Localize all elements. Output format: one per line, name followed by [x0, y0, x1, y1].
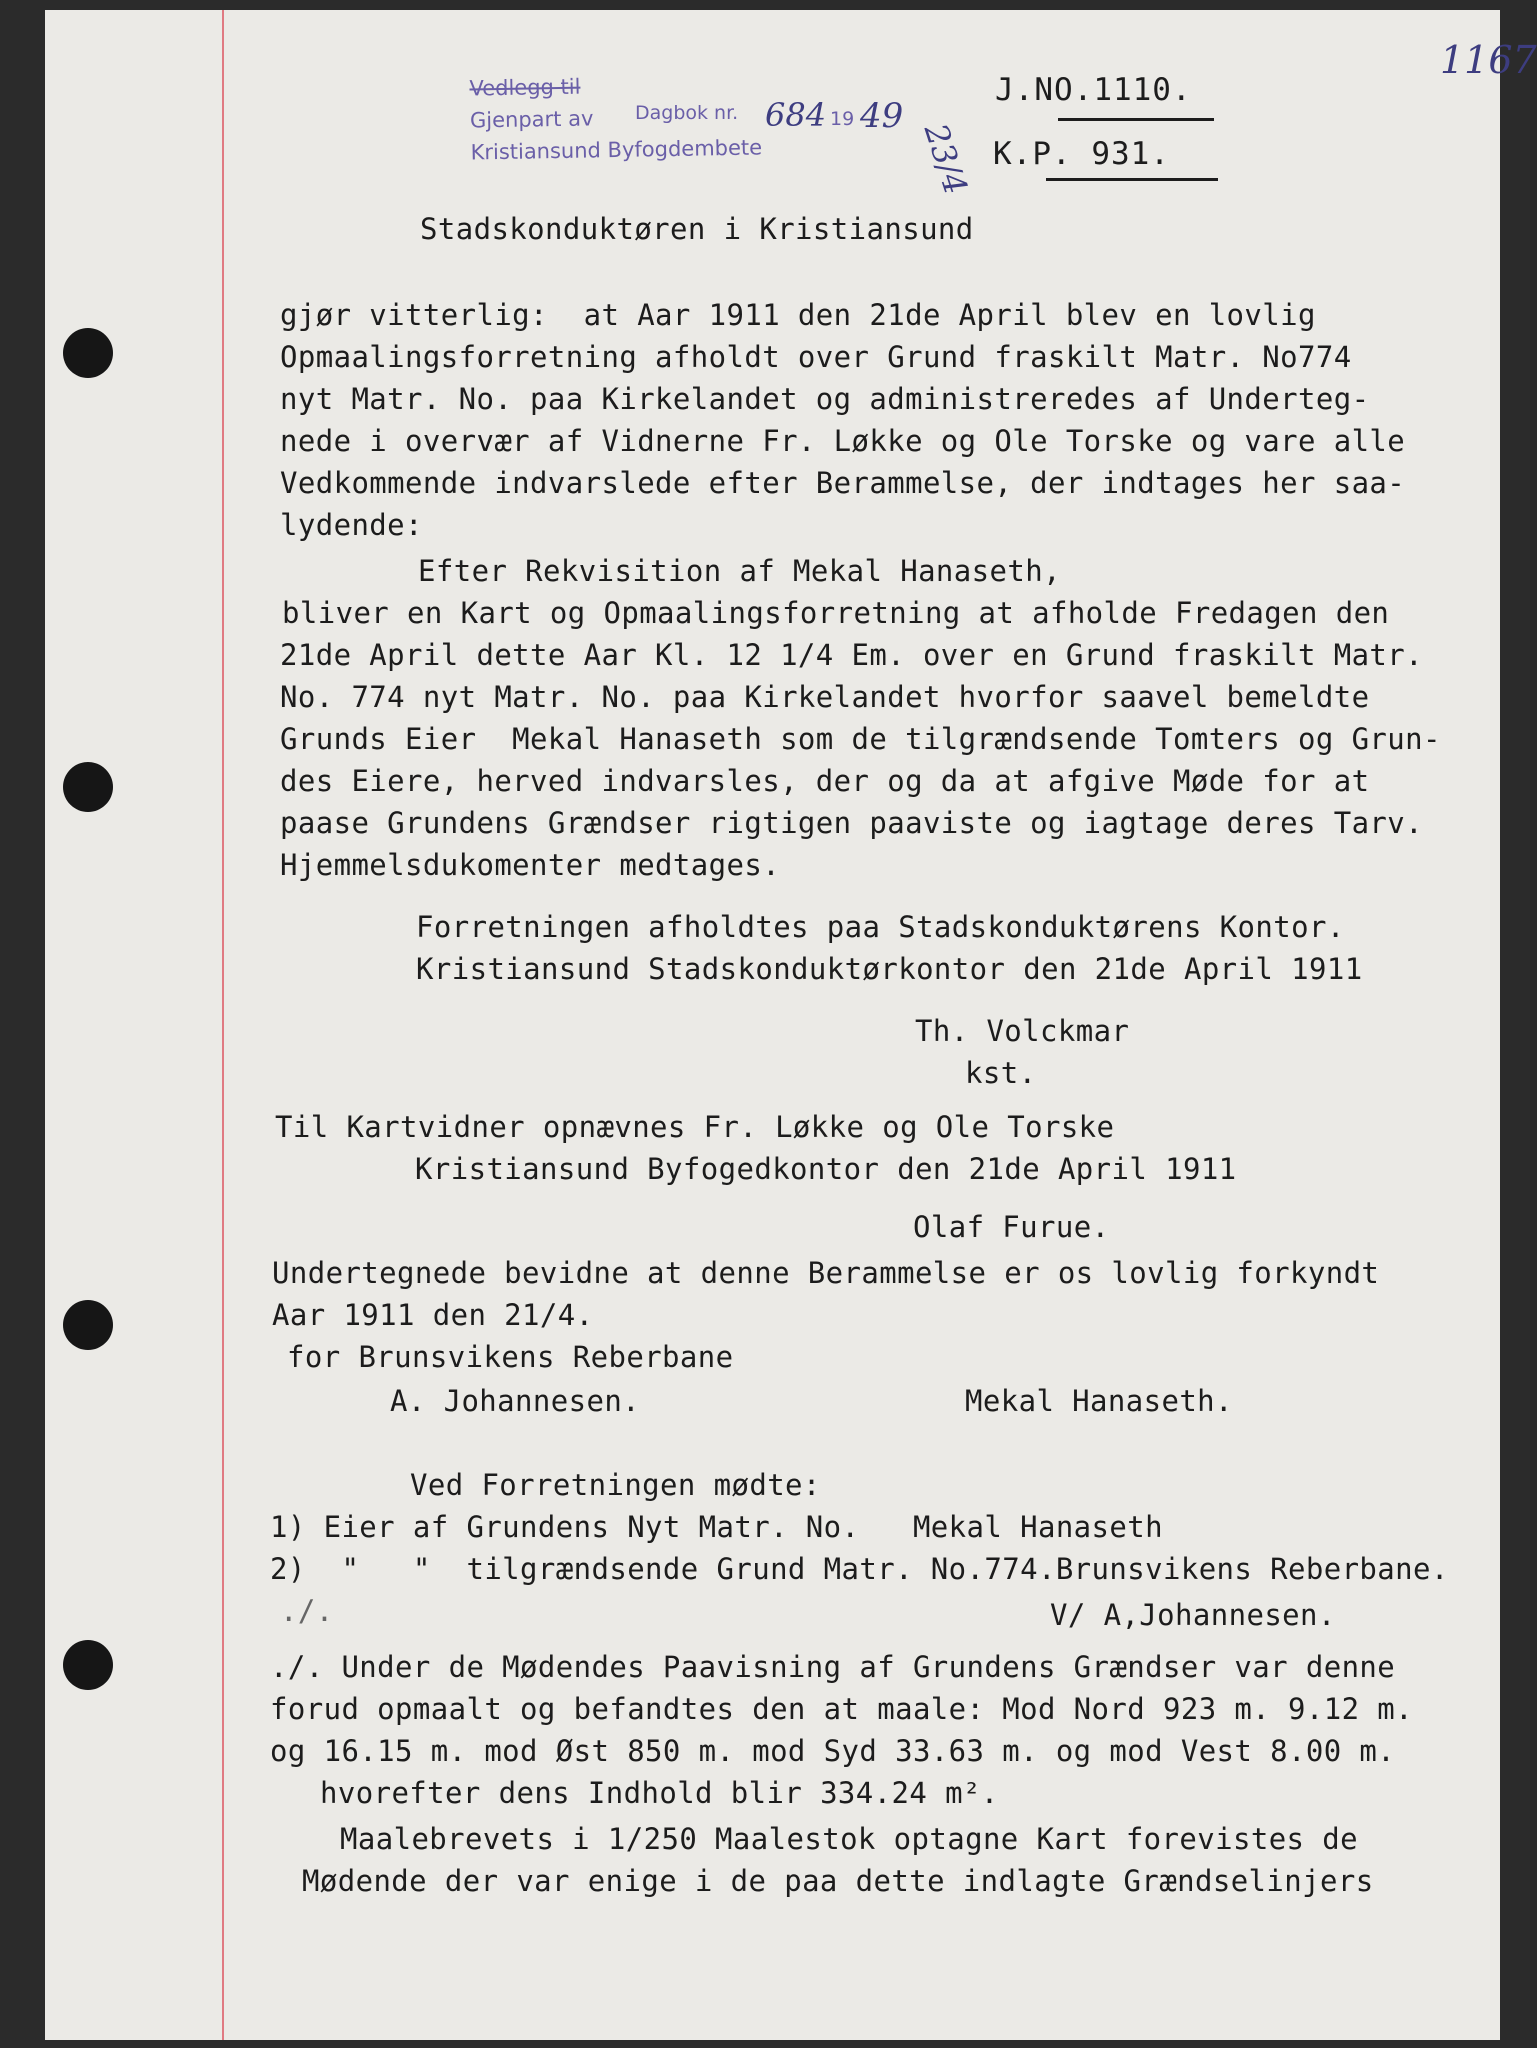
text-line: 21de April dette Aar Kl. 12 1/4 Em. over en Grund fraskilt Matr.	[280, 638, 1424, 672]
text-line: og 16.15 m. mod Øst 850 m. mod Syd 33.63 m. og mod Vest 8.00 m.	[270, 1734, 1396, 1768]
margin-rule	[222, 10, 224, 2040]
text-line: Ved Forretningen mødte:	[410, 1468, 821, 1502]
stamp-date: 23/4	[916, 118, 976, 200]
text-line: Mødende der var enige i de paa dette indlagte Grændselinjers	[302, 1864, 1374, 1898]
page-number: 1167	[1440, 38, 1537, 82]
text-line: bliver en Kart og Opmaalingsforretning at afholde Fredagen den	[282, 596, 1390, 630]
punch-hole	[63, 328, 113, 378]
text-line: paase Grundens Grændser rigtigen paaviste og iagtage deres Tarv.	[280, 806, 1424, 840]
margin-mark: ./.	[280, 1594, 334, 1628]
text-line: 2) " " tilgrændsende Grund Matr. No.774.Brunsvikens Reberbane.	[270, 1552, 1449, 1586]
text-line: Aar 1911 den 21/4.	[272, 1298, 594, 1332]
text-line: Vedkommende indvarslede efter Berammelse, der indtages her saa-	[280, 466, 1406, 500]
text-line: nyt Matr. No. paa Kirkelandet og administreredes af Underteg-	[280, 382, 1370, 416]
text-line: lydende:	[280, 508, 423, 542]
text-line: Kristiansund Stadskonduktørkontor den 21de April 1911	[416, 952, 1363, 986]
text-line: 1) Eier af Grundens Nyt Matr. No. Mekal Hanaseth	[270, 1510, 1163, 1544]
text-line: forud opmaalt og befandtes den at maale: Mod Nord 923 m. 9.12 m.	[270, 1692, 1414, 1726]
signature-name: Th. Volckmar	[915, 1014, 1130, 1048]
stamp-line-3: Kristiansund Byfogdembete	[470, 135, 763, 165]
text-line: Maalebrevets i 1/250 Maalestok optagne Kart forevistes de	[340, 1822, 1358, 1856]
text-line: Til Kartvidner opnævnes Fr. Løkke og Ole Torske	[275, 1110, 1115, 1144]
punch-hole	[63, 762, 113, 812]
kp-underline	[1046, 178, 1218, 181]
stamp-year-prefix: 19	[830, 108, 855, 130]
text-line: nede i overvær af Vidnerne Fr. Løkke og Ole Torske og vare alle	[280, 424, 1406, 458]
text-line: Grunds Eier Mekal Hanaseth som de tilgrændsende Tomters og Grun-	[280, 722, 1441, 756]
journal-underline	[1058, 118, 1214, 121]
signature-name: Olaf Furue.	[913, 1210, 1110, 1244]
text-line: ./. Under de Mødendes Paavisning af Grundens Grændser var denne	[270, 1650, 1396, 1684]
journal-number: J.NO.1110.	[995, 72, 1192, 108]
text-line: Efter Rekvisition af Mekal Hanaseth,	[418, 554, 1061, 588]
signature-name: A. Johannesen.	[390, 1384, 641, 1418]
text-line: V/ A,Johannesen.	[1050, 1598, 1336, 1632]
text-line: Hjemmelsdukomenter medtages.	[280, 848, 781, 882]
text-line: Forretningen afholdtes paa Stadskonduktørens Kontor.	[416, 910, 1345, 944]
punch-hole	[63, 1300, 113, 1350]
signature-name: Mekal Hanaseth.	[965, 1384, 1233, 1418]
text-line: Opmaalingsforretning afholdt over Grund fraskilt Matr. No774	[280, 340, 1352, 374]
text-line: gjør vitterlig: at Aar 1911 den 21de April blev en lovlig	[280, 298, 1316, 332]
text-line: No. 774 nyt Matr. No. paa Kirkelandet hvorfor saavel bemeldte	[280, 680, 1370, 714]
dagbok-number: 684	[765, 96, 827, 134]
text-line: Stadskonduktøren i Kristiansund	[420, 212, 974, 246]
stamp-line-2: Gjenpart av	[469, 106, 594, 133]
kp-number: K.P. 931.	[993, 136, 1170, 172]
stamp-year-suffix: 49	[860, 96, 904, 136]
text-line: Undertegnede bevidne at denne Berammelse er os lovlig forkyndt	[272, 1256, 1380, 1290]
text-line: Kristiansund Byfogedkontor den 21de April 1911	[415, 1152, 1237, 1186]
stamp-dagbok-label: Dagbok nr.	[635, 102, 739, 124]
text-line: des Eiere, herved indvarsles, der og da at afgive Møde for at	[280, 764, 1370, 798]
signature-title: kst.	[965, 1056, 1037, 1090]
stamp-line-1: Vedlegg til	[469, 74, 581, 101]
text-line: hvorefter dens Indhold blir 334.24 m².	[320, 1776, 999, 1810]
text-line: for Brunsvikens Reberbane	[287, 1340, 734, 1374]
punch-hole	[63, 1640, 113, 1690]
